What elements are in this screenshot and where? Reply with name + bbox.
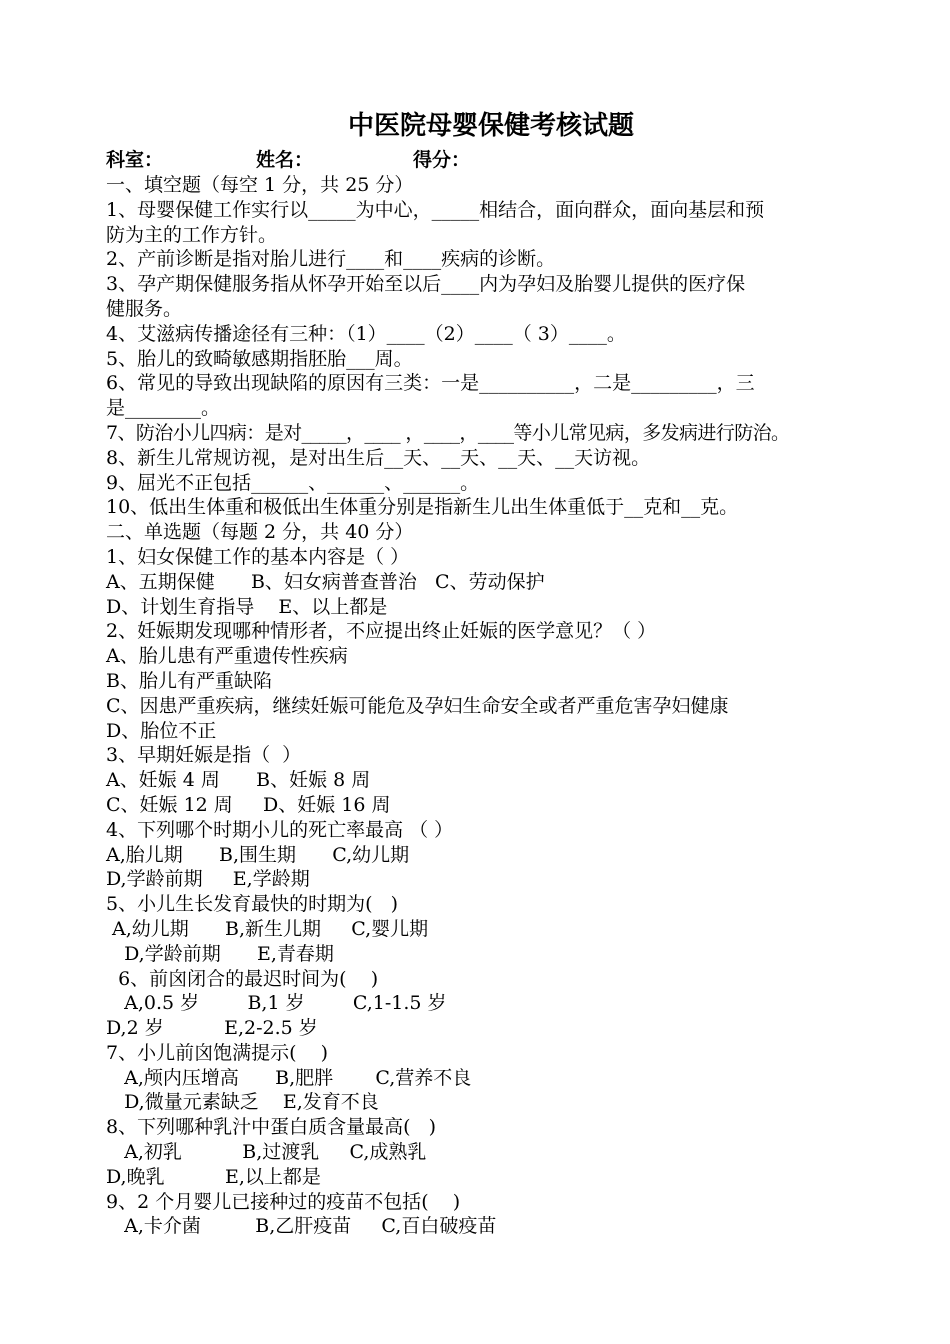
option-line: D,学龄前期 E,青春期	[106, 942, 334, 965]
question-line: 8、新生儿常规访视，是对出生后__天、__天、__天、__天访视。	[106, 446, 651, 469]
option-line: A,胎儿期 B,围生期 C,幼儿期	[106, 843, 410, 866]
name-label: 姓名：	[256, 149, 314, 171]
option-line: A,卡介菌 B,乙肝疫苗 C,百白破疫苗	[106, 1215, 497, 1238]
option-line: D,2 岁 E,2-2.5 岁	[106, 1017, 318, 1040]
question-line: 3、早期妊娠是指（ ）	[106, 744, 302, 767]
option-line: D、计划生育指导 E、以上都是	[106, 595, 388, 618]
question-line: 3、孕产期保健服务指从怀孕开始至以后____内为孕妇及胎婴儿提供的医疗保	[106, 273, 746, 296]
section-heading-fill: 一、填空题（每空 1 分，共 25 分）	[106, 174, 414, 196]
question-line: 防为主的工作方针。	[106, 223, 278, 246]
option-line: A,幼儿期 B,新生儿期 C,婴儿期	[106, 917, 429, 940]
option-line: A,0.5 岁 B,1 岁 C,1-1.5 岁	[106, 992, 447, 1015]
exam-header	[106, 148, 876, 173]
question-line: 5、小儿生长发育最快的时期为( )	[106, 893, 399, 916]
question-line: 5、胎儿的致畸敏感期指胚胎___周。	[106, 347, 413, 370]
page-title: 中医院母婴保健考核试题	[347, 111, 634, 141]
option-line: D、胎位不正	[106, 719, 217, 742]
option-line: C、妊娠 12 周 D、妊娠 16 周	[106, 793, 391, 816]
option-line: D,晚乳 E,以上都是	[106, 1165, 321, 1188]
option-line: D,微量元素缺乏 E,发育不良	[106, 1091, 379, 1114]
score-label: 得分：	[413, 149, 471, 171]
option-line: A、妊娠 4 周 B、妊娠 8 周	[106, 769, 371, 792]
option-line: D,学龄前期 E,学龄期	[106, 868, 310, 891]
question-line: 9、2 个月婴儿已接种过的疫苗不包括( )	[106, 1190, 461, 1213]
option-line: B、胎儿有严重缺陷	[106, 669, 272, 692]
question-line: 1、母婴保健工作实行以_____为中心，_____相结合，面向群众，面向基层和预	[106, 198, 765, 221]
option-line: C、因患严重疾病，继续妊娠可能危及孕妇生命安全或者严重危害孕妇健康	[106, 694, 729, 717]
option-line: A,初乳 B,过渡乳 C,成熟乳	[106, 1141, 427, 1164]
question-line: 9、屈光不正包括______、______、______。	[106, 471, 480, 494]
question-line: 7、小儿前囟饱满提示( )	[106, 1041, 329, 1064]
option-line: A、五期保健 B、妇女病普查普治 C、劳动保护	[106, 570, 545, 593]
question-line: 健服务。	[106, 297, 183, 320]
question-line: 是________。	[106, 397, 221, 420]
question-line: 1、妇女保健工作的基本内容是（ ）	[106, 545, 410, 568]
question-line: 10、低出生体重和极低出生体重分别是指新生儿出生体重低于__克和__克。	[106, 496, 739, 519]
question-line: 8、下列哪种乳汁中蛋白质含量最高( )	[106, 1116, 437, 1139]
question-line: 6、前囟闭合的最迟时间为( )	[106, 967, 379, 990]
option-line: A,颅内压增高 B,肥胖 C,营养不良	[106, 1066, 472, 1089]
question-line: 6、常见的导致出现缺陷的原因有三类：一是__________，二是_________，三	[106, 372, 755, 395]
question-line: 7、防治小儿四病：是对_____，____ ，____，____等小儿常见病，多发病进行防治。	[106, 421, 790, 444]
question-line: 2、妊娠期发现哪种情形者，不应提出终止妊娠的医学意见？（ ）	[106, 620, 657, 643]
question-line: 2、产前诊断是指对胎儿进行____和____疾病的诊断。	[106, 248, 556, 271]
dept-label: 科室：	[106, 149, 164, 171]
section-heading-choice: 二、单选题（每题 2 分，共 40 分）	[106, 521, 414, 544]
option-line: A、胎儿患有严重遗传性疾病	[106, 645, 348, 668]
question-line: 4、艾滋病传播途径有三种：（1）____（2）____（ 3）____。	[106, 322, 626, 345]
exam-page	[106, 108, 876, 1239]
question-line: 4、下列哪个时期小儿的死亡率最高 （ ）	[106, 818, 454, 841]
